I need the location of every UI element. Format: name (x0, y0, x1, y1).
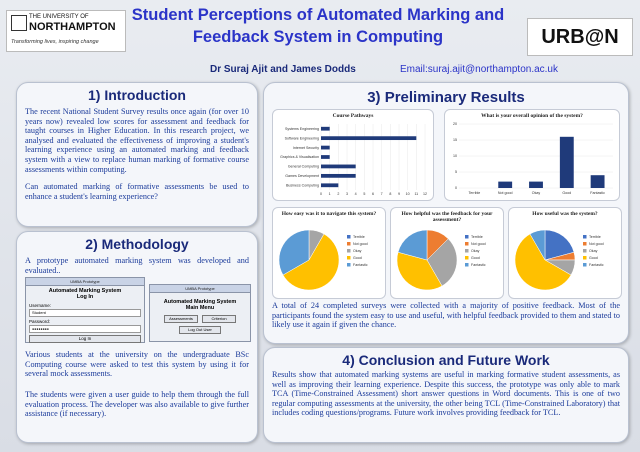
legend-label: Not good (353, 242, 368, 246)
logo-line1: THE UNIVERSITY OF (29, 14, 89, 20)
legend-label: Good (471, 256, 480, 260)
logout-button[interactable]: Log Out User (179, 326, 221, 334)
feedback-pie-chart (390, 207, 504, 299)
y-tick-label: 10 (453, 154, 457, 159)
legend-swatch (583, 256, 587, 260)
menu-window (149, 284, 251, 342)
legend-label: Good (353, 256, 362, 260)
methodology-title: 2) Methodology (85, 236, 189, 252)
category-label: Software Engineering (284, 136, 319, 141)
bar (321, 136, 416, 140)
conclusion-text: Results show that automated marking systems are useful in marking formative student assessments, as well as improving their learning experience. Despite this success, the prototype was only able to mark TCA (Time-Constrained Assessment) short answer questions in Word documents. This is one of two regular computing assessments at the university, the other being TCL (Time-Constrained Laboratory) that includes coding questions/programs. Future work involves providing feedback for TCL. (272, 370, 620, 418)
category-label: Good (562, 191, 572, 195)
login-window-bar: UMBA Prototype (26, 278, 144, 286)
introduction-title: 1) Introduction (88, 87, 186, 103)
conclusion-title: 4) Conclusion and Future Work (342, 352, 550, 368)
introduction-para2: Can automated marking of formative assessments be used to enhance a student's learning experience? (25, 182, 249, 201)
methodology-para2: The students were given a user guide to help them through the full evaluation process. The developer was also available to give further assistance (if necessary). (25, 390, 249, 419)
password-label: Password: (29, 319, 51, 324)
legend-label: Good (589, 256, 598, 260)
category-label: Terrible (468, 191, 481, 195)
x-tick-label: 7 (380, 192, 383, 196)
x-tick-label: 1 (328, 192, 331, 196)
legend-label: Not good (471, 242, 486, 246)
university-logo (6, 10, 126, 52)
menu-heading-line2: Main Menu (185, 305, 215, 311)
bar (321, 146, 330, 150)
email: Email:suraj.ajit@northampton.ac.uk (400, 64, 558, 75)
legend-swatch (465, 249, 469, 253)
feedback-pie-svg (391, 208, 503, 298)
legend-swatch (465, 235, 469, 239)
menu-window-bar: UMBA Prototype (150, 285, 250, 293)
login-heading-line2: Log In (76, 294, 94, 300)
x-tick-label: 5 (363, 192, 366, 196)
legend-label: Fantastic (589, 263, 604, 267)
bar (321, 183, 338, 187)
legend-swatch (347, 249, 351, 253)
x-tick-label: 6 (372, 192, 374, 196)
category-label: Games Development (285, 174, 319, 179)
category-label: Fantastic (590, 191, 605, 195)
category-label: Systems Engineering (285, 126, 319, 131)
y-tick-label: 5 (455, 170, 457, 175)
y-tick-label: 15 (453, 138, 457, 143)
menu-heading-line1: Automated Marking System (163, 299, 237, 305)
legend-label: Okay (471, 249, 480, 253)
legend-label: Fantastic (353, 263, 368, 267)
methodology-para1: Various students at the university on the undergraduate BSc Computing course were asked to test this system by using it for several mock assessments. (25, 350, 249, 379)
course-pathways-chart (272, 109, 434, 201)
x-tick-label: 3 (346, 192, 348, 196)
x-tick-label: 11 (414, 192, 419, 196)
navigate-pie-svg (273, 208, 385, 298)
legend-label: Okay (589, 249, 598, 253)
legend-swatch (347, 256, 351, 260)
bar (321, 174, 356, 178)
crest-icon (11, 15, 27, 31)
introduction-box (16, 82, 258, 227)
criterion-button[interactable]: Criterion (202, 315, 236, 323)
category-label: Okay (531, 191, 541, 195)
legend-swatch (583, 235, 587, 239)
bar (560, 137, 574, 188)
category-label: Internet Security (292, 145, 319, 150)
methodology-box (16, 231, 258, 443)
x-tick-label: 2 (337, 192, 340, 196)
results-summary: A total of 24 completed surveys were collected with a majority of positive feedback. Most of the participants found the system easy to use and useful, with helpful feedback provided to them and stated to likely use it again if given the chance. (272, 301, 620, 330)
bar (321, 155, 330, 159)
legend-label: Terrible (471, 235, 483, 239)
legend-swatch (465, 263, 469, 267)
login-heading-line1: Automated Marking System (48, 288, 122, 294)
username-input[interactable]: Student (29, 309, 141, 317)
overall-opinion-chart (444, 109, 620, 201)
x-tick-label: 8 (389, 192, 392, 196)
category-label: General Computing (287, 164, 319, 169)
useful-pie-svg (509, 208, 621, 298)
overall-opinion-svg (445, 110, 619, 200)
legend-swatch (465, 242, 469, 246)
login-window (25, 277, 145, 343)
authors: Dr Suraj Ajit and James Dodds (210, 64, 356, 75)
introduction-para1: The recent National Student Survey results once again (for over 10 years now) revealed low scores for assessment and feedback for taught courses in Higher Education. In this research project, we analysed and evaluated the effectiveness of improving a student's learning experience using an automated marking and feedback system with a view to replace human marking of formative course assessments within computing. (25, 107, 249, 174)
legend-label: Terrible (589, 235, 601, 239)
legend-label: Okay (353, 249, 362, 253)
x-tick-label: 10 (405, 192, 410, 196)
methodology-intro: A prototype automated marking system was developed and evaluated.. (25, 256, 249, 275)
x-tick-label: 0 (320, 192, 322, 196)
legend-label: Fantastic (471, 263, 486, 267)
legend-swatch (347, 235, 351, 239)
chart2-title: What is your overall opinion of the system? (481, 113, 583, 119)
bar (591, 175, 605, 188)
logo-line2: NORTHAMPTON (29, 21, 116, 33)
legend-label: Terrible (353, 235, 365, 239)
x-tick-label: 12 (423, 192, 427, 196)
legend-label: Not good (589, 242, 604, 246)
bar (498, 182, 512, 188)
pie3-title: How useful was the system? (532, 211, 598, 217)
legend-swatch (583, 263, 587, 267)
category-label: Not good (497, 191, 513, 195)
bar (529, 182, 543, 188)
chart1-title: Course Pathways (332, 113, 374, 119)
results-title: 3) Preliminary Results (367, 89, 525, 106)
urban-logo-text: URB@N (541, 26, 619, 48)
password-input[interactable]: ●●●●●●●● (29, 325, 141, 333)
legend-swatch (465, 256, 469, 260)
navigate-pie-chart (272, 207, 386, 299)
logo-tagline: Transforming lives, inspiring change (11, 39, 99, 45)
legend-swatch (347, 242, 351, 246)
legend-swatch (583, 249, 587, 253)
category-label: Graphics & Visualisation (280, 155, 319, 160)
bar (321, 127, 330, 131)
legend-swatch (583, 242, 587, 246)
username-label: Username: (29, 303, 52, 308)
x-tick-label: 9 (398, 192, 400, 196)
y-tick-label: 20 (453, 122, 457, 127)
y-tick-label: 0 (455, 186, 457, 191)
assessments-button[interactable]: Assessments (164, 315, 198, 323)
legend-swatch (347, 263, 351, 267)
pie1-title: How easy was it to navigate this system? (281, 211, 377, 217)
category-label: Business Computing (286, 183, 319, 188)
urban-logo (527, 18, 633, 56)
poster-title: Student Perceptions of Automated Marking and Feedback System in Computing (131, 6, 505, 46)
course-pathways-svg (273, 110, 433, 200)
useful-pie-chart (508, 207, 622, 299)
conclusion-box (263, 347, 629, 443)
bar (321, 165, 356, 169)
login-button[interactable]: Log In (29, 335, 141, 343)
x-tick-label: 4 (354, 192, 357, 196)
results-box (263, 82, 629, 344)
pie2-title: How helpful was the feedback for your assessment? (401, 211, 493, 223)
